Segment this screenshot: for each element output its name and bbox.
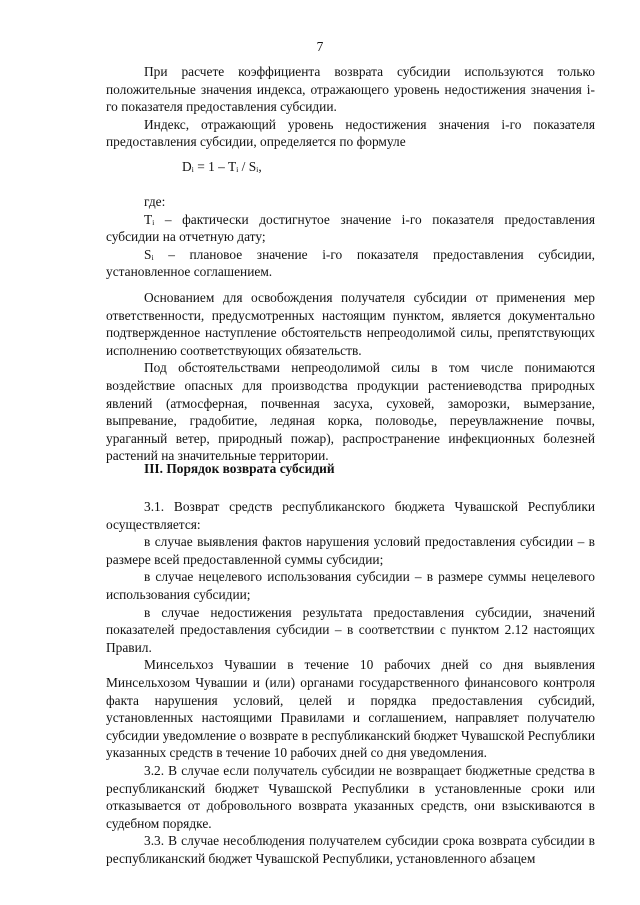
formula: Dᵢ = 1 – Tᵢ / Sᵢ, — [182, 159, 262, 174]
paragraph-nonachievement: в случае недостижения результата предоставления субсидии, значений показателей предоставления субсидии – в соответствии с пунктом 2.12 настоящих Правил. — [106, 604, 595, 655]
paragraph-positive-values: При расчете коэффициента возврата субсидии используются только положительные значения индекса, отражающего уровень недостижения значения i-го показателя предоставления субсидии. — [106, 64, 595, 115]
paragraph-index-definition: Индекс, отражающий уровень недостижения значения i-го показателя предоставления субсидии, определяется по формуле — [106, 116, 595, 150]
where-label: где: — [144, 194, 166, 209]
paragraph-3-2: 3.2. В случае если получатель субсидии не возвращает бюджетные средства в республиканский бюджет Чувашской Республики в установленные сроки или отказывается от добровольного возврата указанных средств, они взыскиваются в судебном порядке. — [106, 762, 595, 831]
paragraph-violation: в случае выявления фактов нарушения условий предоставления субсидии – в размере всей предоставленной суммы субсидии; — [106, 534, 595, 567]
section-title: III. Порядок возврата субсидий — [144, 461, 335, 476]
paragraph-notification: Минсельхоз Чувашии в течение 10 рабочих дней со дня выявления Минсельхозом Чувашии и (или) органами государственного финансового контроля факта нарушения условий, целей и порядка предоставления субсидий, установленных настоящими Правилами и соглашением, направляет получателю субсидии уведомление о возврате в республиканский бюджет Чувашской Республики указанных средств в течение 10 рабочих дней со дня уведомления. — [106, 657, 595, 761]
section-force-majeure — [106, 289, 595, 465]
paragraph-3-1: 3.1. Возврат средств республиканского бюджета Чувашской Республики осуществляется: — [106, 499, 595, 532]
formula-block — [106, 158, 595, 176]
page-number: 7 — [316, 39, 324, 54]
definition-s: Sᵢ – плановое значение i-го показателя предоставления субсидии, установленное соглашением. — [106, 246, 595, 280]
paragraph-3-3: 3.3. В случае несоблюдения получателем субсидии срока возврата субсидии в республиканский бюджет Чувашской Республики, установленного абзацем — [106, 833, 595, 866]
section-index-formula — [106, 63, 595, 151]
paragraph-misuse: в случае нецелевого использования субсидии – в размере суммы нецелевого использования субсидии; — [106, 569, 595, 602]
paragraph-exemption: Основанием для освобождения получателя субсидии от применения мер ответственности, предусмотренных настоящим пунктом, является документально подтвержденное наступление обстоятельств непреодолимой силы, препятствующих исполнению соответствующих обязательств. — [106, 290, 595, 358]
definition-t: Tᵢ – фактически достигнутое значение i-го показателя предоставления субсидии на отчетную дату; — [106, 211, 595, 245]
formula-definitions — [106, 193, 595, 281]
section-return-procedure — [106, 498, 595, 867]
paragraph-force-majeure: Под обстоятельствами непреодолимой силы в том числе понимаются воздействие опасных для производства продукции растениеводства природных явлений (атмосферная, почвенная засуха, суховей, заморозки, вымерзание, выпревание, градобитие, ледяная корка, половодье, переувлажнение почвы, ураганный ветер, природный пожар), распространение инфекционных болезней растений на значительные территории. — [106, 360, 595, 464]
section-heading — [106, 460, 595, 478]
